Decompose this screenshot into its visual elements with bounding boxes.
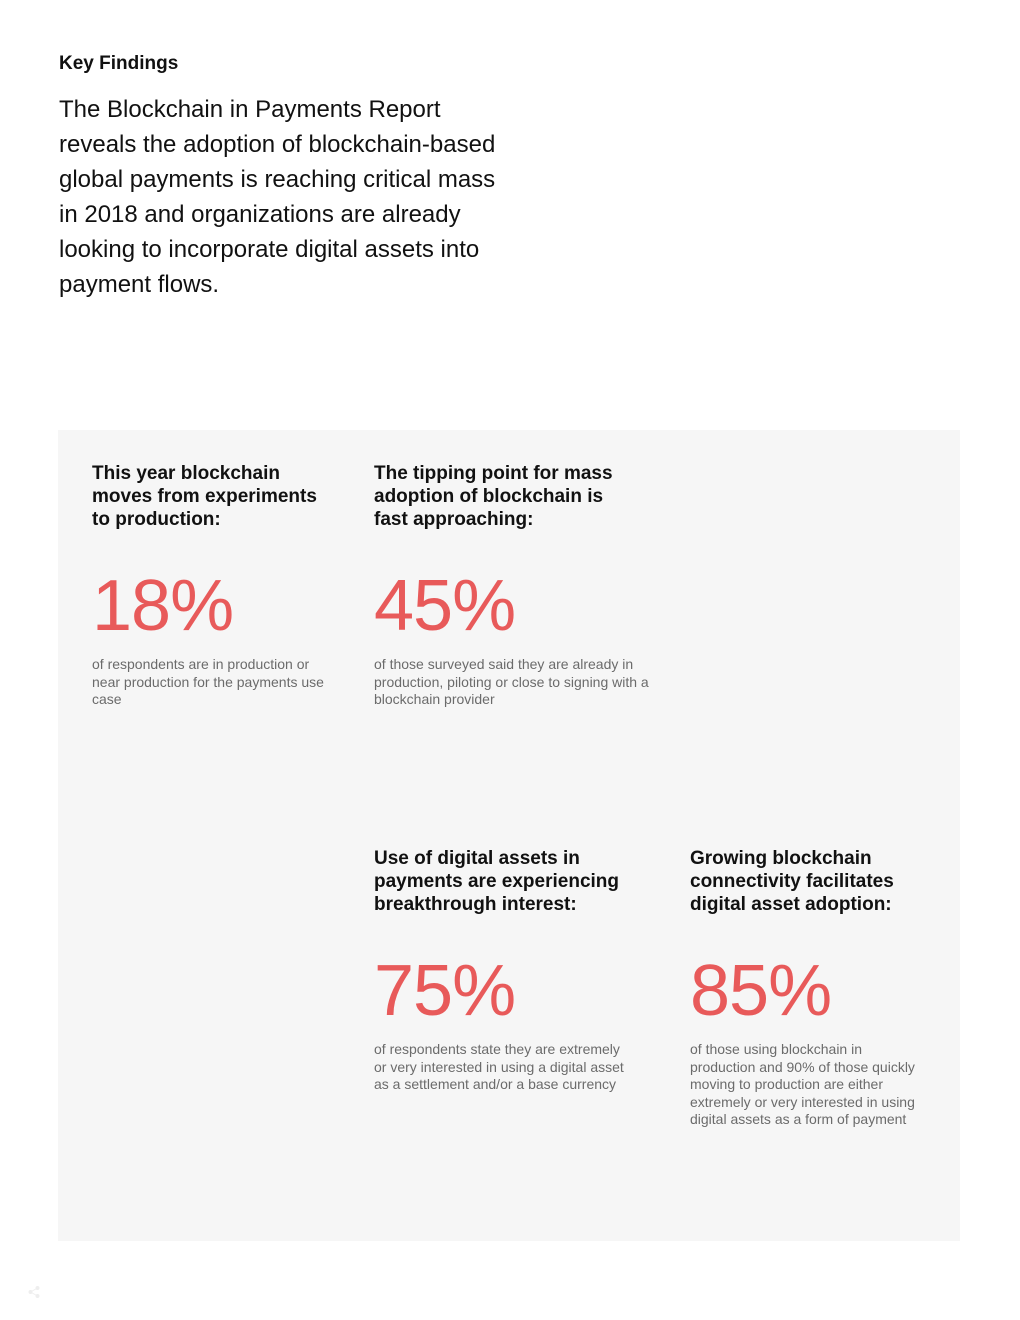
stat-heading: The tipping point for mass adoption of blockchain is fast approaching:: [374, 463, 613, 530]
section-label: Key Findings: [59, 53, 179, 74]
stat-card-production: [92, 462, 324, 709]
stat-heading: This year blockchain moves from experiments to production:: [92, 463, 317, 530]
intro-paragraph: The Blockchain in Payments Report reveals the adoption of blockchain-based global payments is reaching critical mass in 2018 and organizations are already looking to incorporate digital assets into payment flows.: [59, 96, 496, 298]
stat-value: 75%: [374, 951, 516, 1031]
stat-value: 18%: [92, 566, 234, 646]
stat-heading: Use of digital assets in payments are experiencing breakthrough interest:: [374, 848, 619, 915]
stat-description: of those surveyed said they are already in production, piloting or close to signing with a blockchain provider: [374, 656, 649, 707]
stat-card-digital-assets: [374, 847, 626, 1094]
stat-description: of respondents are in production or near production for the payments use case: [92, 656, 324, 707]
stat-card-tipping-point: [374, 462, 650, 709]
stat-value: 85%: [690, 951, 832, 1031]
key-findings-panel: [58, 430, 960, 1241]
stat-description: of respondents state they are extremely or very interested in using a digital asset as a settlement and/or a base currency: [374, 1041, 624, 1092]
stat-description: of those using blockchain in production and 90% of those quickly moving to production are either extremely or very interested in using digital assets as a form of payment: [690, 1041, 915, 1127]
stat-card-connectivity: [690, 847, 926, 1129]
share-icon[interactable]: [27, 1285, 41, 1299]
stat-heading: Growing blockchain connectivity facilitates digital asset adoption:: [690, 848, 894, 915]
stat-value: 45%: [374, 566, 516, 646]
